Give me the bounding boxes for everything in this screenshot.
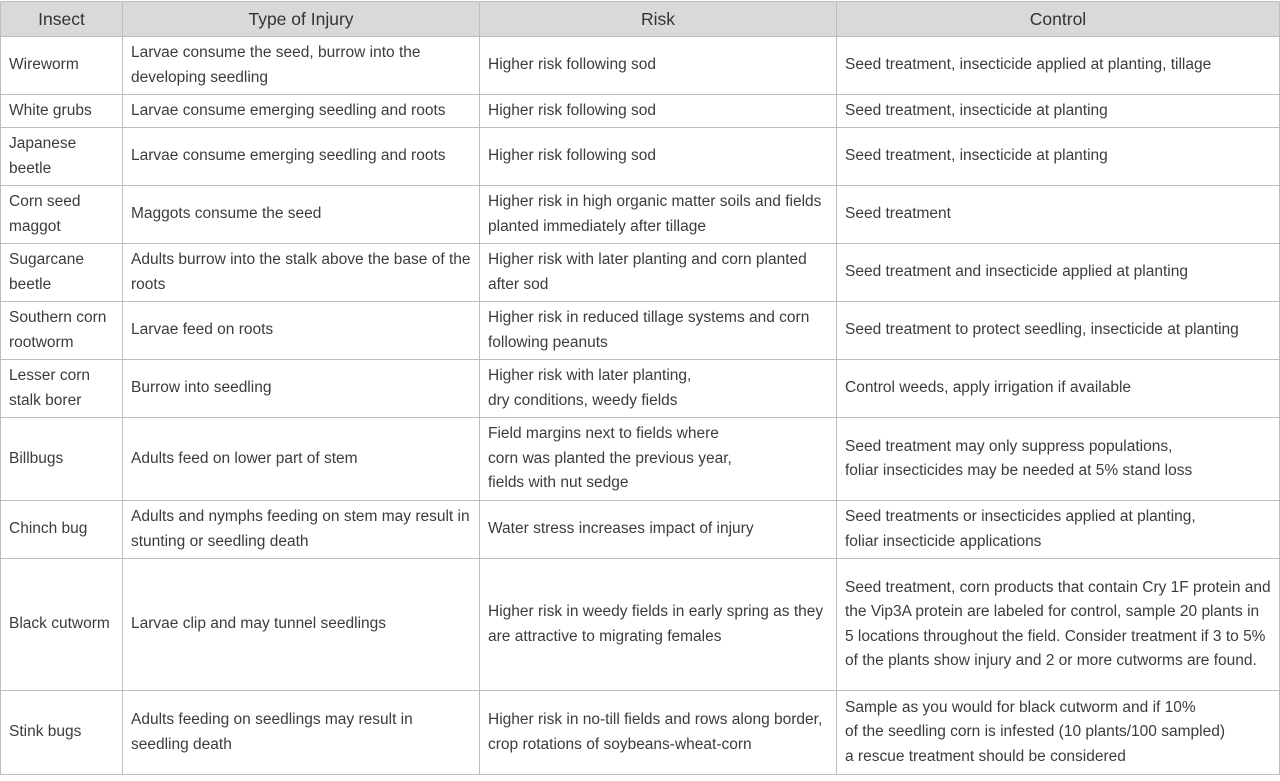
cell-insect: Black cutworm: [1, 559, 123, 691]
cell-control: Seed treatment, corn products that contain Cry 1F protein and the Vip3A protein are labeled for control, sample 20 plants in 5 locations throughout the field. Consider treatment if 3 to 5% of the plants show injury and 2 or more cutworms are found.: [837, 559, 1280, 691]
table-row: [1, 302, 1280, 360]
cell-insect: Wireworm: [1, 37, 123, 95]
cell-injury: Adults burrow into the stalk above the base of the roots: [123, 244, 480, 302]
header-risk: Risk: [480, 2, 837, 37]
cell-control: Seed treatment may only suppress populations, foliar insecticides may be needed at 5% stand loss: [837, 418, 1280, 501]
cell-risk: Higher risk following sod: [480, 128, 837, 186]
cell-insect: Southern corn rootworm: [1, 302, 123, 360]
table-row: [1, 691, 1280, 775]
table-row: [1, 559, 1280, 691]
cell-insect: Lesser corn stalk borer: [1, 360, 123, 418]
cell-insect: Japanese beetle: [1, 128, 123, 186]
cell-injury: Maggots consume the seed: [123, 186, 480, 244]
cell-risk: Higher risk in high organic matter soils and fields planted immediately after tillage: [480, 186, 837, 244]
cell-injury: Adults feed on lower part of stem: [123, 418, 480, 501]
cell-risk: Field margins next to fields where corn was planted the previous year, fields with nut sedge: [480, 418, 837, 501]
header-insect: Insect: [1, 2, 123, 37]
cell-risk: Higher risk following sod: [480, 37, 837, 95]
cell-injury: Adults and nymphs feeding on stem may result in stunting or seedling death: [123, 501, 480, 559]
cell-risk: Higher risk following sod: [480, 95, 837, 128]
cell-control: Seed treatment to protect seedling, insecticide at planting: [837, 302, 1280, 360]
cell-injury: Larvae consume the seed, burrow into the developing seedling: [123, 37, 480, 95]
header-type-of-injury: Type of Injury: [123, 2, 480, 37]
cell-insect: Chinch bug: [1, 501, 123, 559]
cell-control: Seed treatments or insecticides applied at planting, foliar insecticide applications: [837, 501, 1280, 559]
table-row: [1, 418, 1280, 501]
cell-control: Seed treatment, insecticide applied at planting, tillage: [837, 37, 1280, 95]
insect-injury-table: [0, 1, 1280, 775]
cell-insect: White grubs: [1, 95, 123, 128]
table-row: [1, 360, 1280, 418]
cell-injury: Larvae feed on roots: [123, 302, 480, 360]
table-row: [1, 95, 1280, 128]
cell-risk: Higher risk in no-till fields and rows along border, crop rotations of soybeans-wheat-corn: [480, 691, 837, 775]
table-row: [1, 501, 1280, 559]
cell-injury: Larvae consume emerging seedling and roots: [123, 95, 480, 128]
cell-control: Seed treatment: [837, 186, 1280, 244]
table-row: [1, 37, 1280, 95]
cell-control: Seed treatment and insecticide applied at planting: [837, 244, 1280, 302]
table-row: [1, 186, 1280, 244]
cell-insect: Billbugs: [1, 418, 123, 501]
cell-insect: Corn seed maggot: [1, 186, 123, 244]
table-row: [1, 128, 1280, 186]
cell-risk: Water stress increases impact of injury: [480, 501, 837, 559]
cell-control: Sample as you would for black cutworm and if 10% of the seedling corn is infested (10 plants/100 sampled) a rescue treatment should be considered: [837, 691, 1280, 775]
cell-insect: Sugarcane beetle: [1, 244, 123, 302]
table-row: [1, 244, 1280, 302]
cell-injury: Larvae consume emerging seedling and roots: [123, 128, 480, 186]
cell-insect: Stink bugs: [1, 691, 123, 775]
cell-control: Seed treatment, insecticide at planting: [837, 95, 1280, 128]
cell-risk: Higher risk with later planting and corn planted after sod: [480, 244, 837, 302]
cell-injury: Larvae clip and may tunnel seedlings: [123, 559, 480, 691]
cell-risk: Higher risk with later planting, dry conditions, weedy fields: [480, 360, 837, 418]
header-control: Control: [837, 2, 1280, 37]
table-header-row: [1, 2, 1280, 37]
cell-injury: Burrow into seedling: [123, 360, 480, 418]
cell-risk: Higher risk in weedy fields in early spring as they are attractive to migrating females: [480, 559, 837, 691]
cell-control: Seed treatment, insecticide at planting: [837, 128, 1280, 186]
cell-injury: Adults feeding on seedlings may result in seedling death: [123, 691, 480, 775]
cell-control: Control weeds, apply irrigation if available: [837, 360, 1280, 418]
cell-risk: Higher risk in reduced tillage systems and corn following peanuts: [480, 302, 837, 360]
